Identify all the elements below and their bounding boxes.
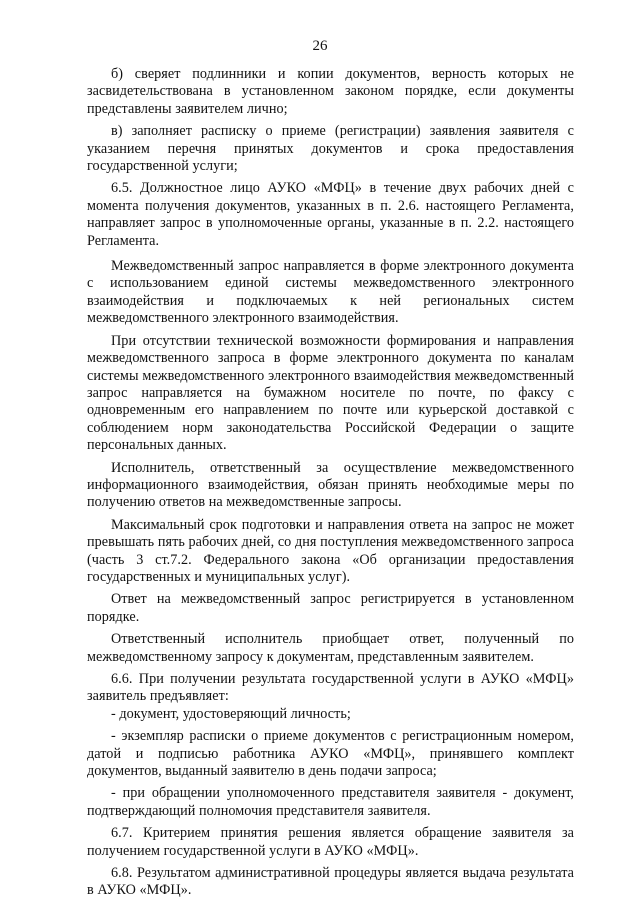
list-item-representative: - при обращении уполномоченного представителя заявителя - документ, подтверждающий полномочия представителя заявителя. xyxy=(87,785,574,819)
paragraph-paper-request: При отсутствии технической возможности формирования и направления межведомственного запроса в форме электронного документа по каналам системы межведомственного электронного взаимодействия межведомственный запрос направляется на бумажном носителе по почте, по факсу с одновременным его направлением по почте или курьерской доставкой с соблюдением норм законодательства Российской Федерации о защите персональных данных. xyxy=(87,332,574,454)
paragraph-sverka: б) сверяет подлинники и копии документов, верность которых не засвидетельствована в установленном законом порядке, если документы представлены заявителем лично; xyxy=(87,66,574,117)
paragraph-6-5: 6.5. Должностное лицо АУКО «МФЦ» в течение двух рабочих дней с момента получения документов, указанных в п. 2.6. настоящего Регламента, направляет запрос в уполномоченные органы, указанные в п. 2.2. настоящего Регламента. xyxy=(87,180,574,249)
paragraph-answer-registration: Ответ на межведомственный запрос регистрируется в установленном порядке. xyxy=(87,591,574,625)
paragraph-electronic-request: Межведомственный запрос направляется в форме электронного документа с использованием единой системы межведомственного электронного взаимодействия и подключаемых к ней региональных систем межведомственного электронного взаимодействия. xyxy=(87,258,574,327)
page-number: 26 xyxy=(312,38,328,54)
paragraph-raspiska: в) заполняет расписку о приеме (регистрации) заявления заявителя с указанием перечня принятых документов и срока предоставления государственной услуги; xyxy=(87,123,574,175)
document-body xyxy=(87,66,574,900)
paragraph-6-6: 6.6. При получении результата государственной услуги в АУКО «МФЦ» заявитель предъявляет: xyxy=(87,671,574,705)
paragraph-6-8: 6.8. Результатом административной процедуры является выдача результата в АУКО «МФЦ». xyxy=(87,865,574,899)
list-item-receipt-copy: - экземпляр расписки о приеме документов с регистрационным номером, датой и подписью работника АУКО «МФЦ», принявшего комплект документов, выданный заявителю в день подачи запроса; xyxy=(87,728,574,780)
paragraph-answer-attach: Ответственный исполнитель приобщает ответ, полученный по межведомственному запросу к документам, представленным заявителем. xyxy=(87,631,574,665)
paragraph-6-7: 6.7. Критерием принятия решения является обращение заявителя за получением государственной услуги в АУКО «МФЦ». xyxy=(87,825,574,859)
list-item-identity-document: - документ, удостоверяющий личность; xyxy=(111,705,351,722)
paragraph-executor: Исполнитель, ответственный за осуществление межведомственного информационного взаимодействия, обязан принять необходимые меры по получению ответов на межведомственные запросы. xyxy=(87,459,574,511)
paragraph-max-term: Максимальный срок подготовки и направления ответа на запрос не может превышать пять рабочих дней, со дня поступления межведомственного запроса (часть 3 ст.7.2. Федерального закона «Об организации предоставления государственных и муниципальных услуг). xyxy=(87,516,574,585)
